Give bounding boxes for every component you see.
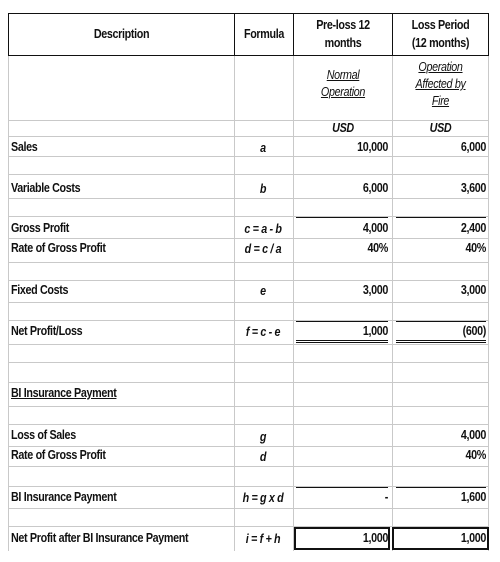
sum-line [296,217,388,218]
sum-line [296,487,388,488]
unit-loss-period: USD [429,121,452,135]
header-pre-loss [301,16,385,52]
row-loss-sales: 6,000 [460,140,486,154]
row-formula-fixed-costs: e [260,284,266,298]
row-label-net-after-bi: Net Profit after BI Insurance Payment [11,531,189,545]
unit-pre-loss: USD [332,121,354,135]
row-label-variable-costs: Variable Costs [11,181,81,195]
row-label-loss-of-sales: Loss of Sales [11,428,76,442]
row-loss-fixed-costs: 3,000 [460,283,486,297]
grid-line [8,446,489,447]
row-preloss-variable-costs: 6,000 [362,181,388,195]
double-underline [396,342,486,343]
header-pre-loss-line2: months [324,36,362,50]
row-preloss-net-after-bi: 1,000 [362,531,388,545]
grid-line [8,362,489,363]
subheader-loss-period-line3: Fire [431,94,450,108]
row-loss-net-after-bi: 1,000 [460,531,486,545]
double-underline [396,340,486,341]
subheader-pre-loss-line1: Normal [326,68,360,82]
grid-line [234,55,235,551]
grid-line [8,280,489,281]
row-label-rate-gross-profit-2: Rate of Gross Profit [11,448,106,462]
sum-line [396,487,486,488]
grid-line [8,198,489,199]
grid-line [8,382,489,383]
grid-line [8,424,489,425]
row-formula-rate-gross-profit-2: d [259,450,267,464]
header-border [8,13,9,56]
grid-line [8,508,489,509]
header-border [392,13,393,56]
grid-line [8,55,9,551]
grid-line [392,55,393,551]
subheader-pre-loss-line2: Operation [320,85,366,99]
row-preloss-net-profit: 1,000 [362,324,388,338]
grid-line [8,136,489,137]
header-border [8,55,489,56]
row-preloss-bi-payment: - [384,490,388,504]
row-preloss-sales: 10,000 [357,140,388,154]
grid-line [8,156,489,157]
row-loss-variable-costs: 3,600 [460,181,486,195]
row-preloss-rate-gross-profit: 40% [367,241,388,255]
row-label-fixed-costs: Fixed Costs [11,283,69,297]
subheader-pre-loss [301,67,385,101]
row-label-net-profit: Net Profit/Loss [11,324,83,338]
sum-line [396,321,486,322]
row-formula-sales: a [260,141,266,155]
subheader-loss-period [400,59,482,110]
row-formula-gross-profit: c = a - b [244,222,282,236]
header-border [293,13,294,56]
row-label-sales: Sales [11,140,38,154]
row-loss-net-profit: (600) [462,324,486,338]
header-border [234,13,235,56]
subheader-loss-period-line1: Operation [418,60,463,74]
grid-line [8,466,489,467]
header-formula: Formula [243,27,284,41]
section-heading-bi: BI Insurance Payment [11,386,117,400]
row-formula-rate-gross-profit: d = c / a [244,242,282,256]
row-label-gross-profit: Gross Profit [11,221,69,235]
row-label-bi-payment: BI Insurance Payment [11,490,117,504]
header-pre-loss-line1: Pre-loss 12 [316,18,370,32]
row-formula-loss-of-sales: g [259,430,267,444]
grid-line [8,238,489,239]
header-loss-period-line2: (12 months) [411,36,470,50]
header-loss-period [400,16,482,52]
row-formula-variable-costs: b [259,182,267,196]
sum-line [396,217,486,218]
grid-line [488,55,489,551]
header-description: Description [93,27,150,41]
row-formula-bi-payment: h = g x d [242,491,284,505]
row-formula-net-profit: f = c - e [245,325,281,339]
sum-line [296,321,388,322]
row-loss-rate-gross-profit-2: 40% [465,448,486,462]
row-loss-gross-profit: 2,400 [460,221,486,235]
subheader-loss-period-line2: Affected by [415,77,466,91]
grid-line [8,174,489,175]
row-formula-net-after-bi: i = f + h [245,532,281,546]
header-loss-period-line1: Loss Period [411,18,470,32]
row-preloss-fixed-costs: 3,000 [362,283,388,297]
grid-line [8,262,489,263]
row-label-rate-gross-profit: Rate of Gross Profit [11,241,106,255]
double-underline [296,340,388,341]
grid-line [8,344,489,345]
grid-line [8,302,489,303]
grid-line [8,406,489,407]
double-underline [296,342,388,343]
grid-line [293,55,294,551]
header-border [488,13,489,56]
row-loss-loss-of-sales: 4,000 [460,428,486,442]
row-loss-rate-gross-profit: 40% [465,241,486,255]
row-preloss-gross-profit: 4,000 [362,221,388,235]
header-border [8,13,489,14]
row-loss-bi-payment: 1,600 [460,490,486,504]
